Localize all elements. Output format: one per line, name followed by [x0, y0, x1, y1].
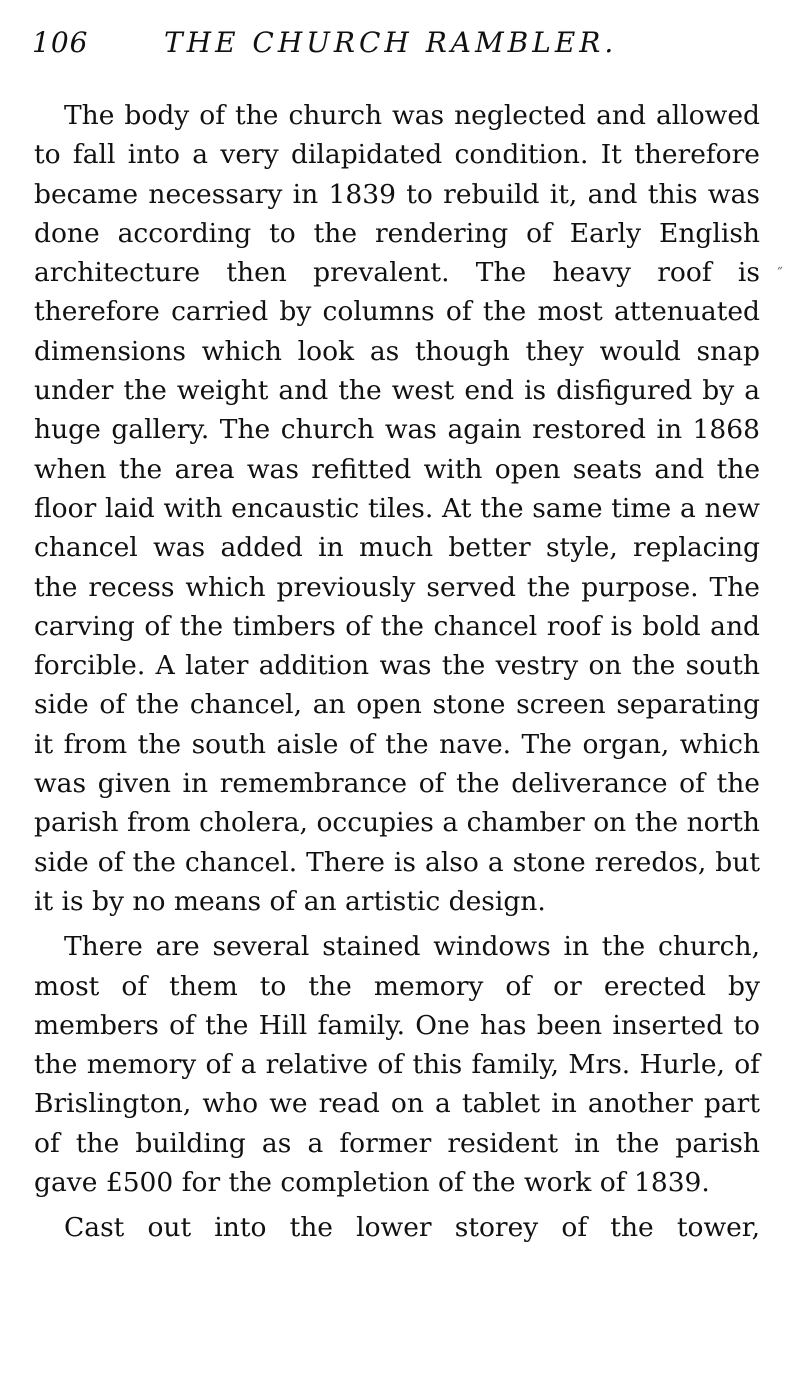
- running-head: [32, 20, 772, 68]
- paragraph-stained-windows: There are several stained windows in the church, most of them to the memory of or erected by members of the Hill family. One has been inserted to the memory of a relative of this family, Mrs. Hurle, of Brislington, who we read on a tablet in another part of the building as a former resident in the parish gave £500 for the completion of the work of 1839.: [34, 931, 760, 1199]
- body-text: [34, 96, 760, 1254]
- paragraph-church-body: The body of the church was neglected and allowed to fall into a very dilapidated condition. It therefore became necessary in 1839 to rebuild it, and this was done according to the rendering of Early English architecture then prevalent. The heavy roof is therefore carried by columns of the most attenuated dimensions which look as though they would snap under the weight and the west end is disfigured by a huge gallery. The church was again restored in 1868 when the area was refitted with open seats and the floor laid with encaustic tiles. At the same time a new chancel was added in much better style, replacing the recess which previously served the purpose. The carving of the timbers of the chancel roof is bold and forcible. A later addition was the vestry on the south side of the chancel, an open stone screen separating it from the south aisle of the nave. The organ, which was given in remembrance of the deliverance of the parish from cholera, occupies a chamber on the north side of the chancel. There is also a stone reredos, but it is by no means of an artistic design.: [34, 100, 760, 917]
- page-number: 106: [32, 26, 89, 59]
- margin-speck: ˝: [776, 266, 783, 282]
- paragraph-tower: Cast out into the lower storey of the tower,: [64, 1212, 760, 1244]
- running-title: THE CHURCH RAMBLER.: [164, 26, 618, 59]
